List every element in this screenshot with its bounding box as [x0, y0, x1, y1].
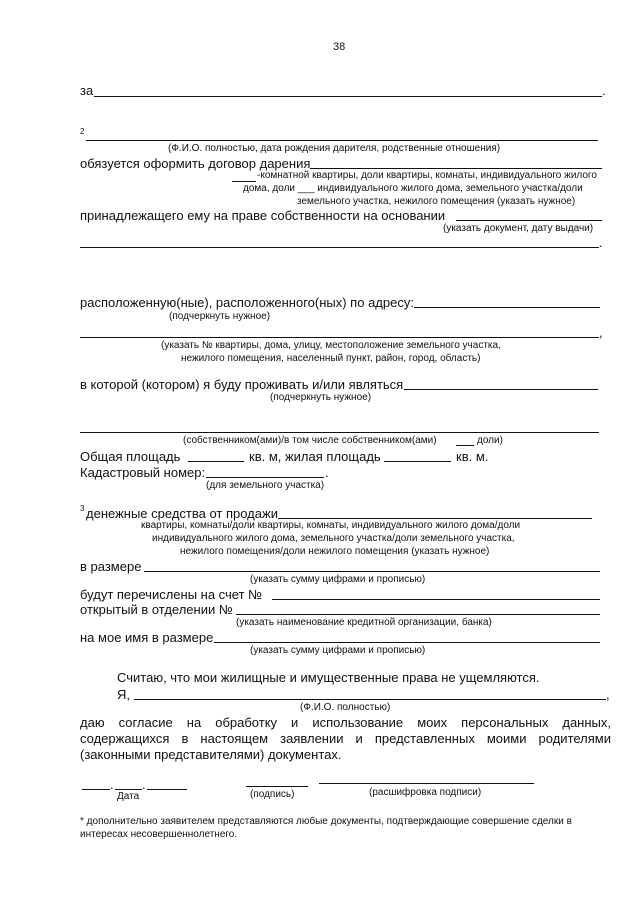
- page-number: 38: [333, 41, 346, 53]
- signature-decode-label: (расшифровка подписи): [369, 787, 482, 798]
- consent-line-2: содержащихся в настоящем заявлении и представленных моими родителями: [80, 731, 611, 746]
- address-line-2[interactable]: [80, 337, 599, 338]
- hint-underline-1: (подчеркнуть нужное): [169, 311, 271, 322]
- account-label: будут перечислены на счет №: [80, 587, 263, 602]
- hint-amount-2: (указать сумму цифрами и прописью): [250, 645, 426, 656]
- cadastral-line[interactable]: [206, 477, 324, 478]
- cadastral-label: Кадастровый номер:: [80, 465, 206, 480]
- in-amount-label: в размере: [80, 559, 142, 574]
- basis-dot: .: [599, 235, 603, 250]
- footnote-note-1: * дополнительно заявителем представляются любые документы, подтверждающие совершение сделки в: [80, 816, 572, 827]
- living-area-line[interactable]: [384, 461, 451, 462]
- my-name-amount-line[interactable]: [214, 642, 600, 643]
- owned-by-right-label: принадлежащего ему на праве собственности на основании: [80, 208, 446, 223]
- total-area-label: Общая площадь: [80, 449, 181, 464]
- rooms-count-line[interactable]: [232, 181, 256, 182]
- located-at-label: расположенную(ные), расположенного(ных) по адресу:: [80, 295, 414, 310]
- za-dot: .: [602, 83, 606, 98]
- my-name-amount-label: на мое имя в размере: [80, 630, 214, 645]
- hint-owners-b: доли): [477, 435, 503, 446]
- rights-statement: Считаю, что мои жилищные и имущественные права не ущемляются.: [117, 670, 540, 685]
- will-live-label: в которой (котором) я буду проживать и/или являться: [80, 377, 404, 392]
- address-comma: ,: [599, 325, 603, 340]
- hint-property-2: дома, доли ___ индивидуального жилого дома, земельного участка/доли: [243, 183, 583, 194]
- total-area-line[interactable]: [188, 461, 244, 462]
- basis-line-2[interactable]: [80, 247, 599, 248]
- donor-line[interactable]: [86, 140, 598, 141]
- consent-line-1: даю согласие на обработку и использование моих персональных данных,: [80, 715, 611, 730]
- funds-label: денежные средства от продажи: [86, 506, 278, 521]
- hint-owners-a: (собственником(ами)/в том числе собственником(ами): [183, 435, 437, 446]
- hint-sale-2: индивидуального жилого дома, земельного участка/доли земельного участка,: [152, 533, 515, 544]
- date-day-line[interactable]: [82, 789, 110, 790]
- fio-comma: ,: [606, 687, 610, 702]
- hint-document: (указать документ, дату выдачи): [443, 223, 594, 234]
- address-line[interactable]: [414, 307, 600, 308]
- footnote-2-mark: 2: [80, 127, 85, 136]
- signature-decode-line[interactable]: [319, 783, 534, 784]
- living-area-label: кв. м, жилая площадь: [249, 449, 381, 464]
- footnote-3-mark: 3: [80, 504, 85, 513]
- hint-fio-donor: (Ф.И.О. полностью, дата рождения дарителя, родственные отношения): [168, 143, 501, 154]
- fio-line[interactable]: [134, 699, 606, 700]
- hint-amount-1: (указать сумму цифрами и прописью): [250, 574, 426, 585]
- ya-label: Я,: [117, 687, 130, 702]
- sq-m-label: кв. м.: [456, 449, 489, 464]
- hint-property-1: -комнатной квартиры, доли квартиры, комнаты, индивидуального жилого: [257, 170, 597, 181]
- za-label: за: [80, 83, 94, 98]
- will-live-line[interactable]: [404, 389, 598, 390]
- cadastral-dot: .: [325, 465, 329, 480]
- za-line[interactable]: [94, 96, 602, 97]
- owners-line[interactable]: [80, 432, 599, 433]
- footnote-note-2: интересах несовершеннолетнего.: [80, 829, 238, 840]
- funds-line[interactable]: [278, 518, 592, 519]
- date-sep-1: .: [110, 777, 114, 792]
- hint-sale-1: квартиры, комнаты/доли квартиры, комнаты, индивидуального жилого дома/доли: [141, 520, 521, 531]
- date-month-line[interactable]: [115, 789, 142, 790]
- date-sep-2: .: [142, 777, 146, 792]
- signature-label: (подпись): [250, 789, 295, 800]
- branch-label: открытый в отделении №: [80, 602, 233, 617]
- hint-bank: (указать наименование кредитной организации, банка): [236, 617, 492, 628]
- hint-underline-2: (подчеркнуть нужное): [270, 392, 372, 403]
- contract-line[interactable]: [310, 168, 602, 169]
- account-line[interactable]: [272, 599, 600, 600]
- consent-line-3: (законными представителями) документах.: [80, 747, 342, 762]
- hint-address-2: нежилого помещения, населенный пункт, район, город, область): [181, 353, 481, 364]
- amount-line[interactable]: [144, 571, 600, 572]
- branch-line[interactable]: [236, 614, 600, 615]
- hint-land: (для земельного участка): [206, 480, 325, 491]
- date-label: Дата: [117, 791, 140, 802]
- hint-fio: (Ф.И.О. полностью): [300, 702, 391, 713]
- basis-line[interactable]: [456, 220, 602, 221]
- owners-share-line[interactable]: [456, 445, 474, 446]
- hint-sale-3: нежилого помещения/доли нежилого помещения (указать нужное): [180, 546, 490, 557]
- obliges-label: обязуется оформить договор дарения: [80, 156, 311, 171]
- date-year-line[interactable]: [147, 789, 187, 790]
- signature-line[interactable]: [246, 786, 308, 787]
- hint-property-3: земельного участка, нежилого помещения (указать нужное): [297, 196, 576, 207]
- hint-address-1: (указать № квартиры, дома, улицу, местоположение земельного участка,: [161, 340, 501, 351]
